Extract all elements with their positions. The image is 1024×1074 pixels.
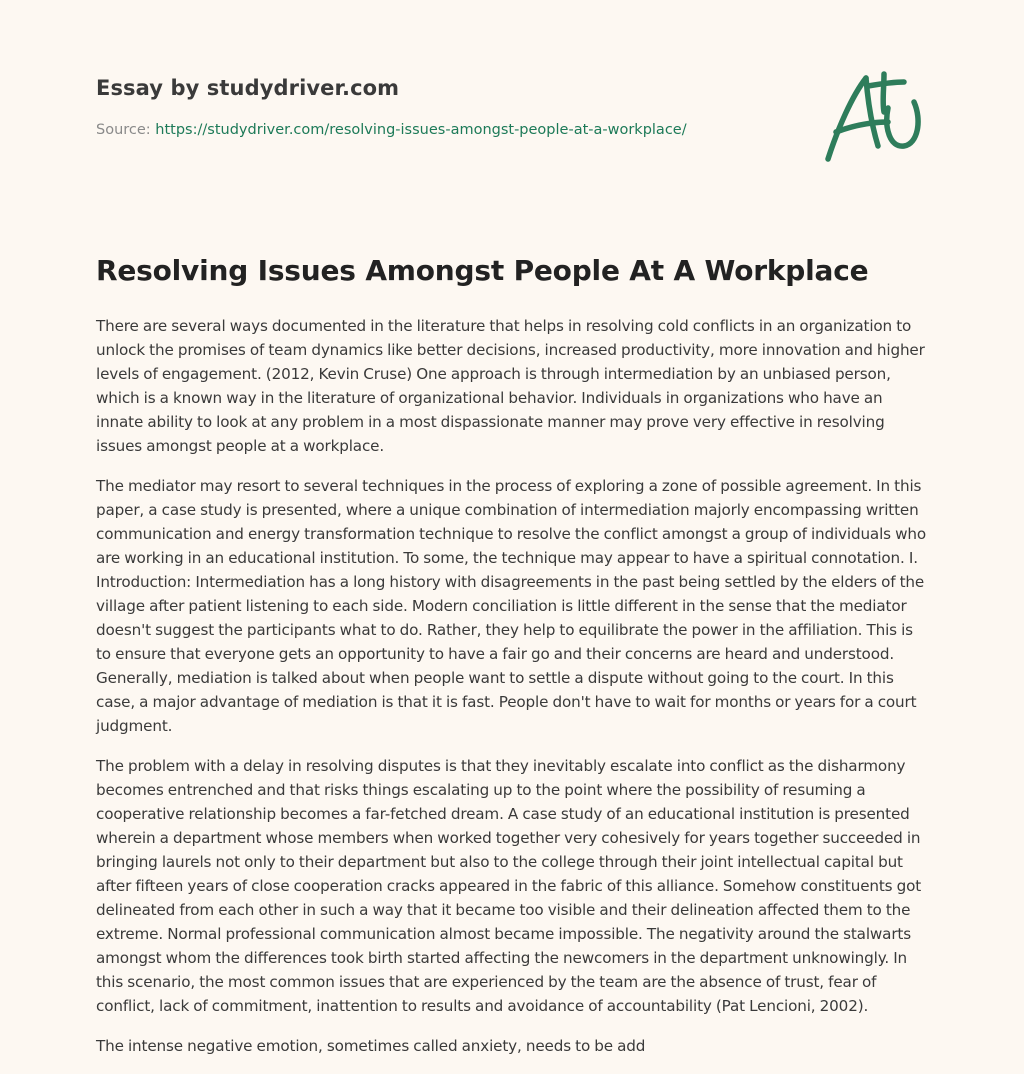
essay-body xyxy=(96,314,932,1074)
source-line xyxy=(96,122,796,138)
essay-paragraph: The problem with a delay in resolving disputes is that they inevitably escalate into conflict as the disharmony becomes entrenched and that risks things escalating up to the point where the possibility of resuming a cooperative relationship becomes a far-fetched dream. A case study of an educational institution is presented wherein a department whose members when worked together very cohesively for years together succeeded in bringing laurels not only to their department but also to the college through their joint intellectual capital but after fifteen years of close cooperation cracks appeared in the fabric of this alliance. Somehow constituents got delineated from each other in such a way that it became too visible and their delineation affected them to the extreme. Normal professional communication almost became impossible. The negativity around the stalwarts amongst whom the differences took birth started affecting the newcomers in the department unknowingly. In this scenario, the most common issues that are experienced by the team are the absence of trust, fear of conflict, lack of commitment, inattention to results and avoidance of accountability (Pat Lencioni, 2002). xyxy=(96,757,922,1015)
source-link[interactable]: https://studydriver.com/resolving-issues-amongst-people-at-a-workplace/ xyxy=(155,122,687,138)
page-header xyxy=(96,76,796,138)
source-label: Source: xyxy=(96,122,151,138)
essay-paragraph: There are several ways documented in the literature that helps in resolving cold conflicts in an organization to unlock the promises of team dynamics like better decisions, increased productivity, more innovation and higher levels of engagement. (2012, Kevin Cruse) One approach is through intermediation by an unbiased person, which is a known way in the literature of organizational behavior. Individuals in organizations who have an innate ability to look at any problem in a most dispassionate manner may prove very effective in resolving issues amongst people at a workplace. xyxy=(96,317,925,455)
brand-heading: Essay by studydriver.com xyxy=(96,76,400,100)
a-plus-logo-icon xyxy=(818,66,930,166)
essay-paragraph: The mediator may resort to several techniques in the process of exploring a zone of possible agreement. In this paper, a case study is presented, where a unique combination of intermediation majorly encompassing written communication and energy transformation technique to resolve the conflict amongst a group of individuals who are working in an educational institution. To some, the technique may appear to have a spiritual connotation. I. Introduction: Intermediation has a long history with disagreements in the past being settled by the elders of the village after patient listening to each side. Modern conciliation is little different in the sense that the mediator doesn't suggest the participants what to do. Rather, they help to equilibrate the power in the affiliation. This is to ensure that everyone gets an opportunity to have a fair go and their concerns are heard and understood. Generally, mediation is talked about when people want to settle a dispute without going to the court. In this case, a major advantage of mediation is that it is fast. People don't have to wait for months or years for a court judgment. xyxy=(96,477,926,735)
essay-paragraph: The intense negative emotion, sometimes called anxiety, needs to be add xyxy=(96,1037,646,1055)
essay-title: Resolving Issues Amongst People At A Workplace xyxy=(96,254,869,287)
